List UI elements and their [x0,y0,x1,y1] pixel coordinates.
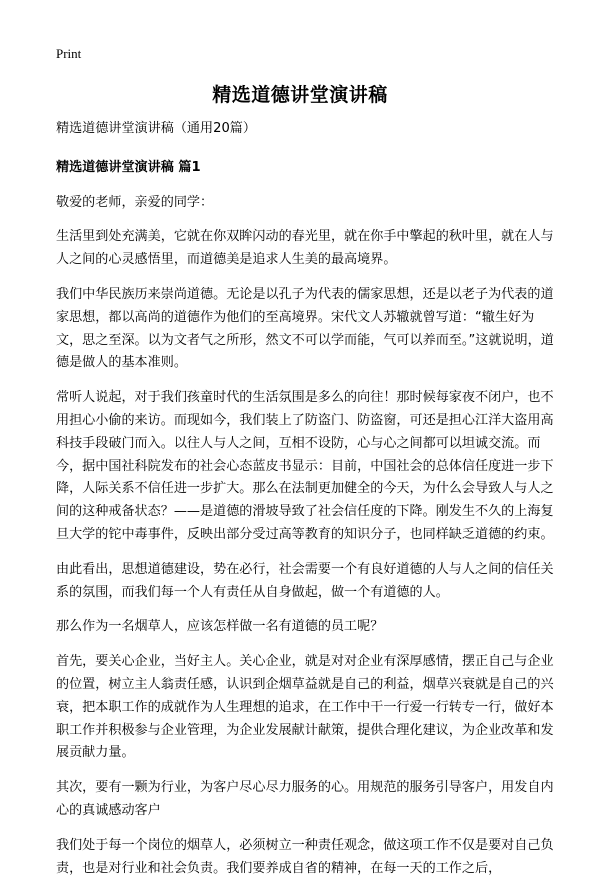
paragraph: 生活里到处充满美，它就在你双眸闪动的春光里，就在你手中擎起的秋叶里，就在人与人之间的心灵感悟里，而道德美是追求人生美的最高境界。 [56,229,554,268]
paragraph: 那么作为一名烟草人，应该怎样做一名有道德的员工呢？ [56,619,384,635]
paragraph: 其次，要有一颗为行业，为客户尽心尽力服务的心。用规范的服务引导客户，用发自内心的真诚感动客户 [56,780,554,818]
paragraph: 首先，要关心企业，当好主人。关心企业，就是对对企业有深厚感情，摆正自己与企业的位置，树立主人翁责任感，认识到企烟草益就是自己的利益，烟草兴衰就是自己的兴衰，把本职工作的成就作为人生理想的追求，在工作中干一行爱一行转专一行，做好本职工作并积极参与企业管理，为企业发展献计献策，提供合理化建议，为企业改革和发展贡献力量。 [56,654,554,761]
salutation: 敬爱的老师，亲爱的同学： [56,194,214,210]
document-body [56,118,558,892]
document-subtitle: 精选道德讲堂演讲稿（通用20篇） [56,121,256,136]
paragraph: 常听人说起，对于我们孩童时代的生活氛围是多么的向往！那时候每家夜不闭户，也不用担心小偷的来访。而现如今，我们装上了防盗门、防盗窗，可还是担心江洋大盗用高科技手段破门而入。以往人与人之间，互相不设防，心与心之间都可以坦诚交流。而今，据中国社科院发布的社会心态蓝皮书显示：目前，中国社会的总体信任度进一步下降，人际关系不信任进一步扩大。那么在法制更加健全的今天，为什么会导致人与人之间的这种戒备状态？——是道德的滑坡导致了社会信任度的下降。刚发生不久的上海复旦大学的铊中毒事件，反映出部分受过高等教育的知识分子，也同样缺乏道德的约束。 [56,390,554,542]
paragraph: 由此看出，思想道德建设，势在必行，社会需要一个有良好道德的人与人之间的信任关系的氛围，而我们每一个人有责任从自身做起，做一个有道德的人。 [56,561,554,600]
section-heading: 精选道德讲堂演讲稿 篇1 [56,159,201,175]
print-link[interactable]: Print [56,46,82,61]
paragraph: 我们中华民族历来崇尚道德。无论是以孔子为代表的儒家思想，还是以老子为代表的道家思想，都以高尚的道德作为他们的至高境界。宋代文人苏辙就曾写道：“辙生好为文，思之至深。以为文者气之所形，然文不可以学而能，气可以养而至。”这就说明，道德是做人的基本准则。 [56,286,554,371]
paragraph: 我们处于每一个岗位的烟草人，必须树立一种责任观念，做这项工作不仅是要对自己负责，也是对行业和社会负责。我们要养成自省的精神，在每一天的工作之后， [56,837,554,876]
page-title: 精选道德讲堂演讲稿 [212,84,388,106]
